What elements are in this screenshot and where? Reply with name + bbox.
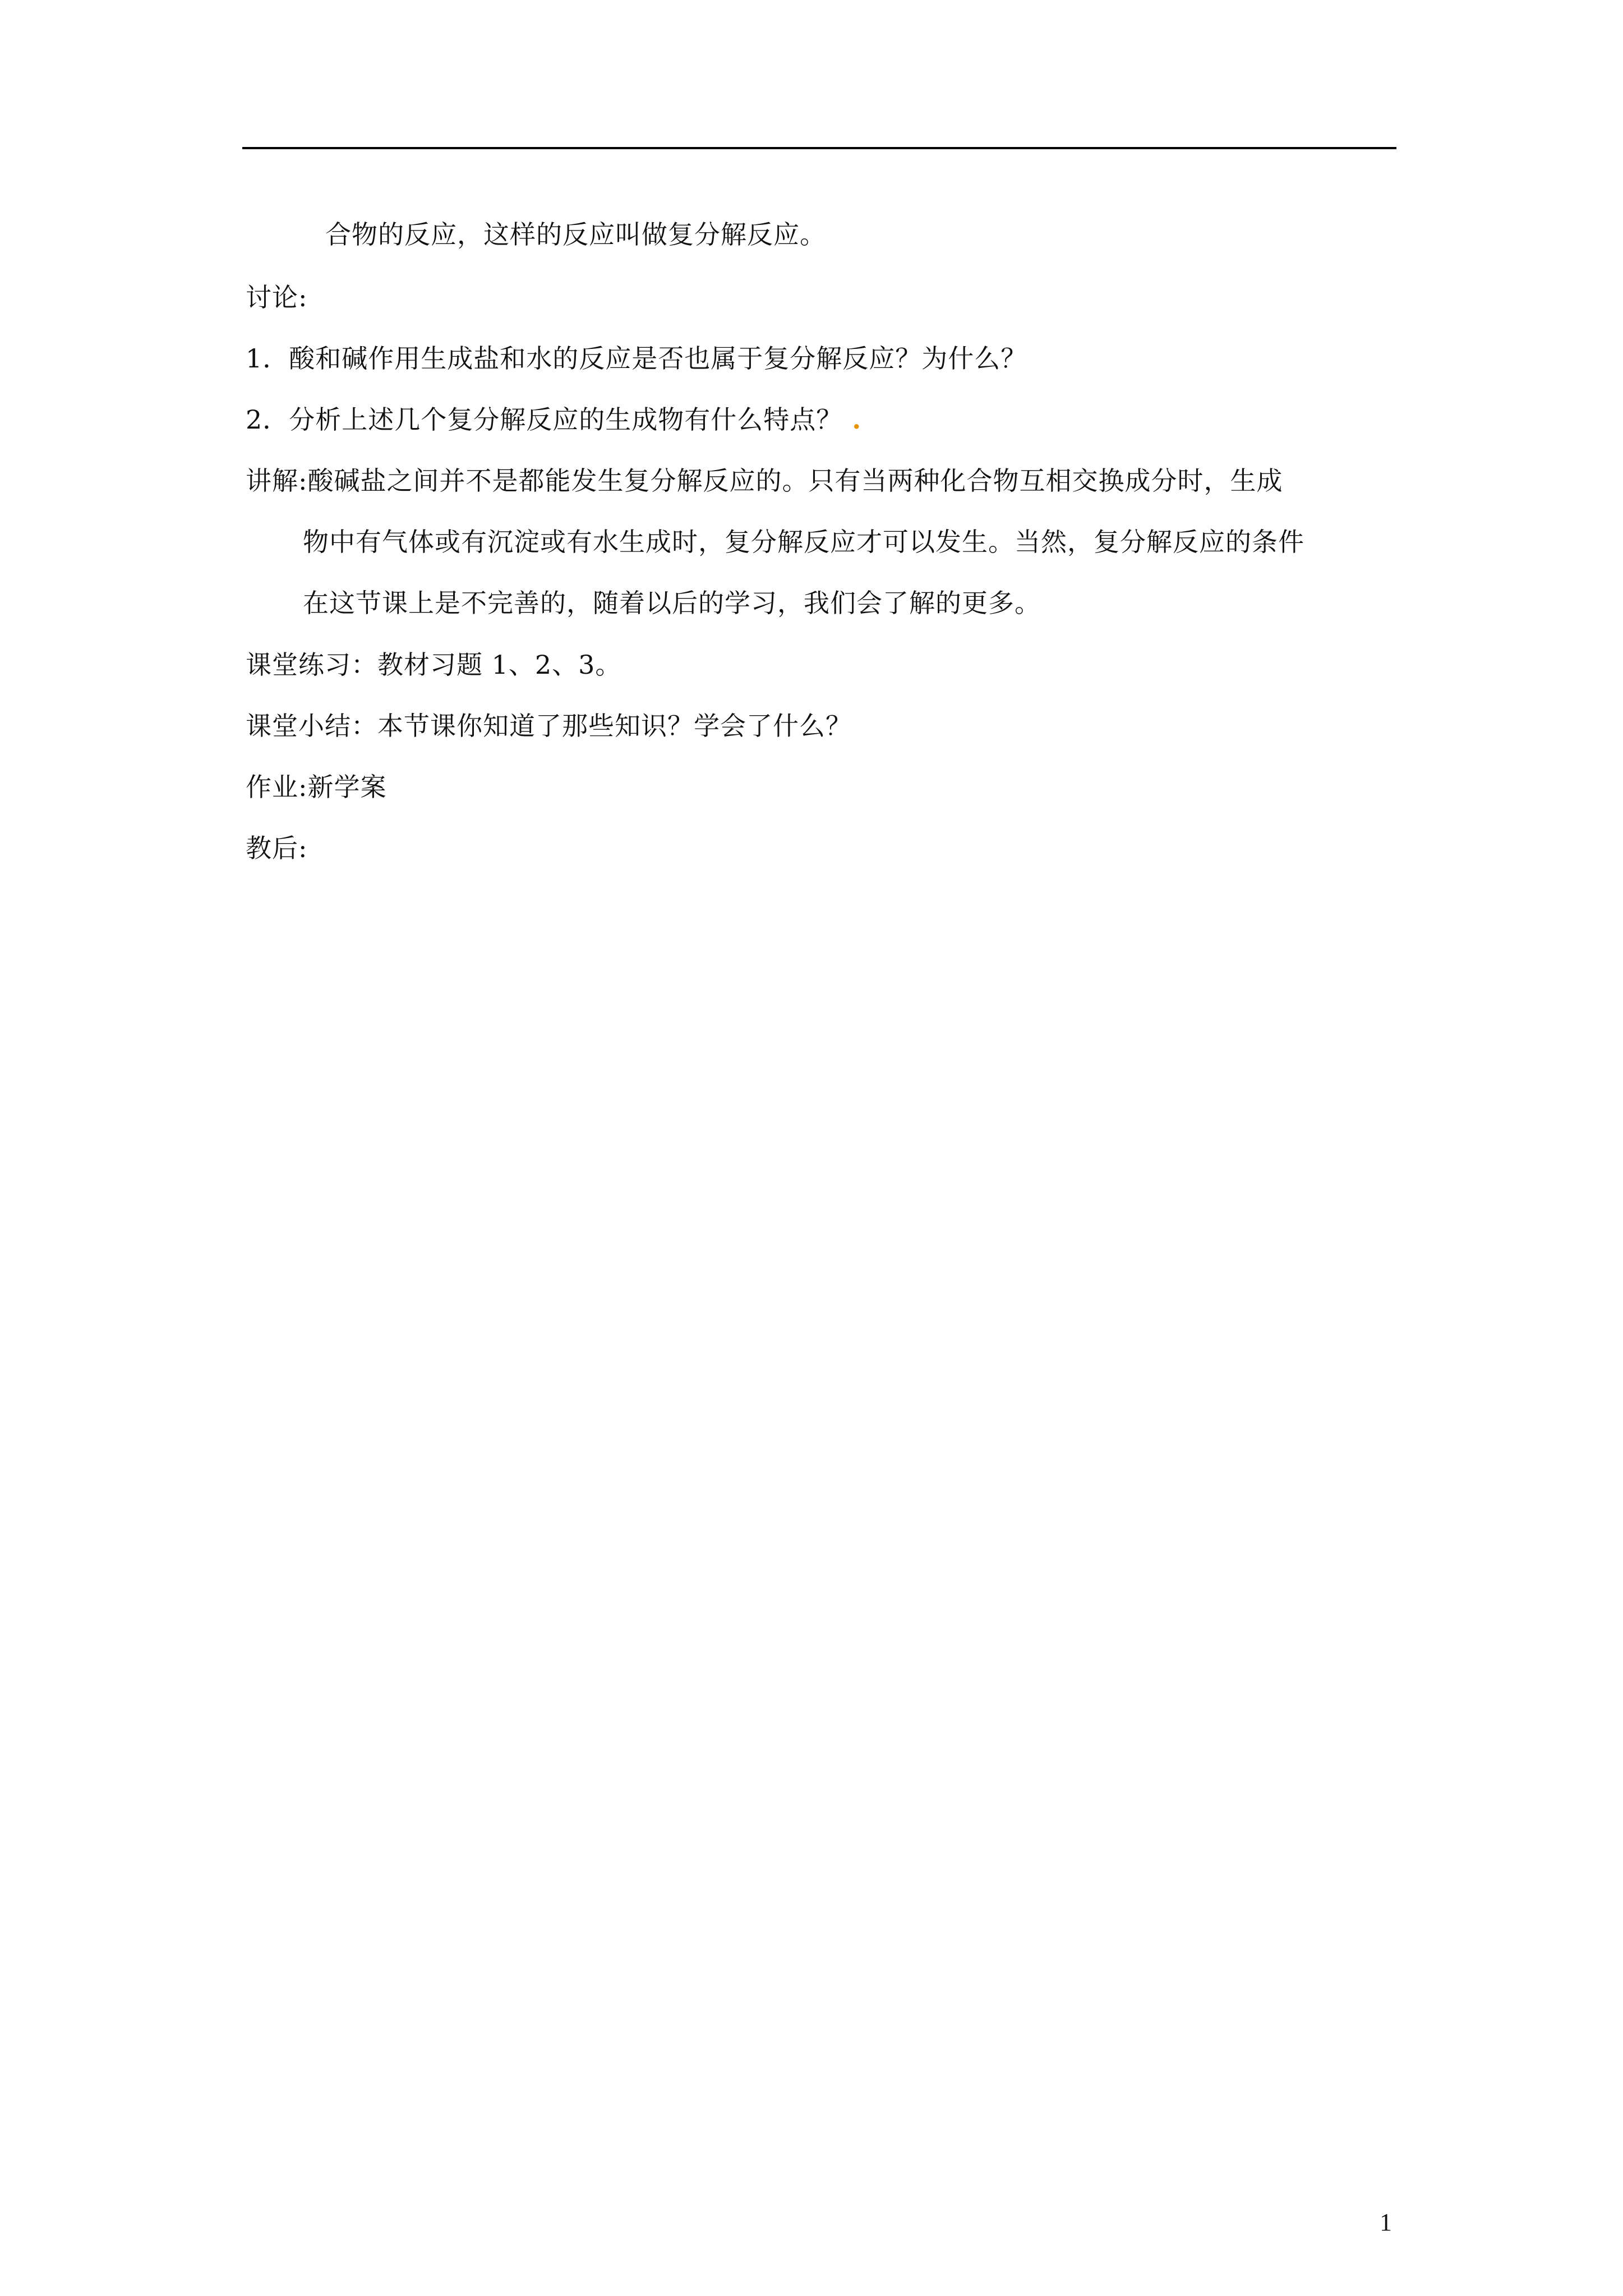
edit-mark-icon: . <box>842 404 862 435</box>
paragraph-line: 合物的反应，这样的反应叫做复分解反应。 <box>325 219 826 250</box>
lecture-line-2: 物中有气体或有沉淀或有水生成时，复分解反应才可以发生。当然，复分解反应的条件 <box>303 527 1304 557</box>
discussion-question-2: 2．分析上述几个复分解反应的生成物有什么特点？ . <box>246 404 862 435</box>
after-teaching-note: 教后: <box>246 833 308 863</box>
homework: 作业:新学案 <box>246 772 387 802</box>
page-number: 1 <box>1380 2208 1392 2236</box>
class-exercise: 课堂练习：教材习题 1、2、3。 <box>246 650 622 680</box>
discussion-question-1: 1．酸和碱作用生成盐和水的反应是否也属于复分解反应？为什么？ <box>246 343 1027 374</box>
lecture-line-3: 在这节课上是不完善的，随着以后的学习，我们会了解的更多。 <box>303 588 1041 618</box>
header-rule <box>242 147 1396 149</box>
lecture-line-1: 讲解:酸碱盐之间并不是都能发生复分解反应的。只有当两种化合物互相交换成分时，生成 <box>246 466 1283 496</box>
class-summary: 课堂小结：本节课你知道了那些知识？学会了什么？ <box>246 711 852 741</box>
discussion-heading: 讨论: <box>246 282 308 312</box>
